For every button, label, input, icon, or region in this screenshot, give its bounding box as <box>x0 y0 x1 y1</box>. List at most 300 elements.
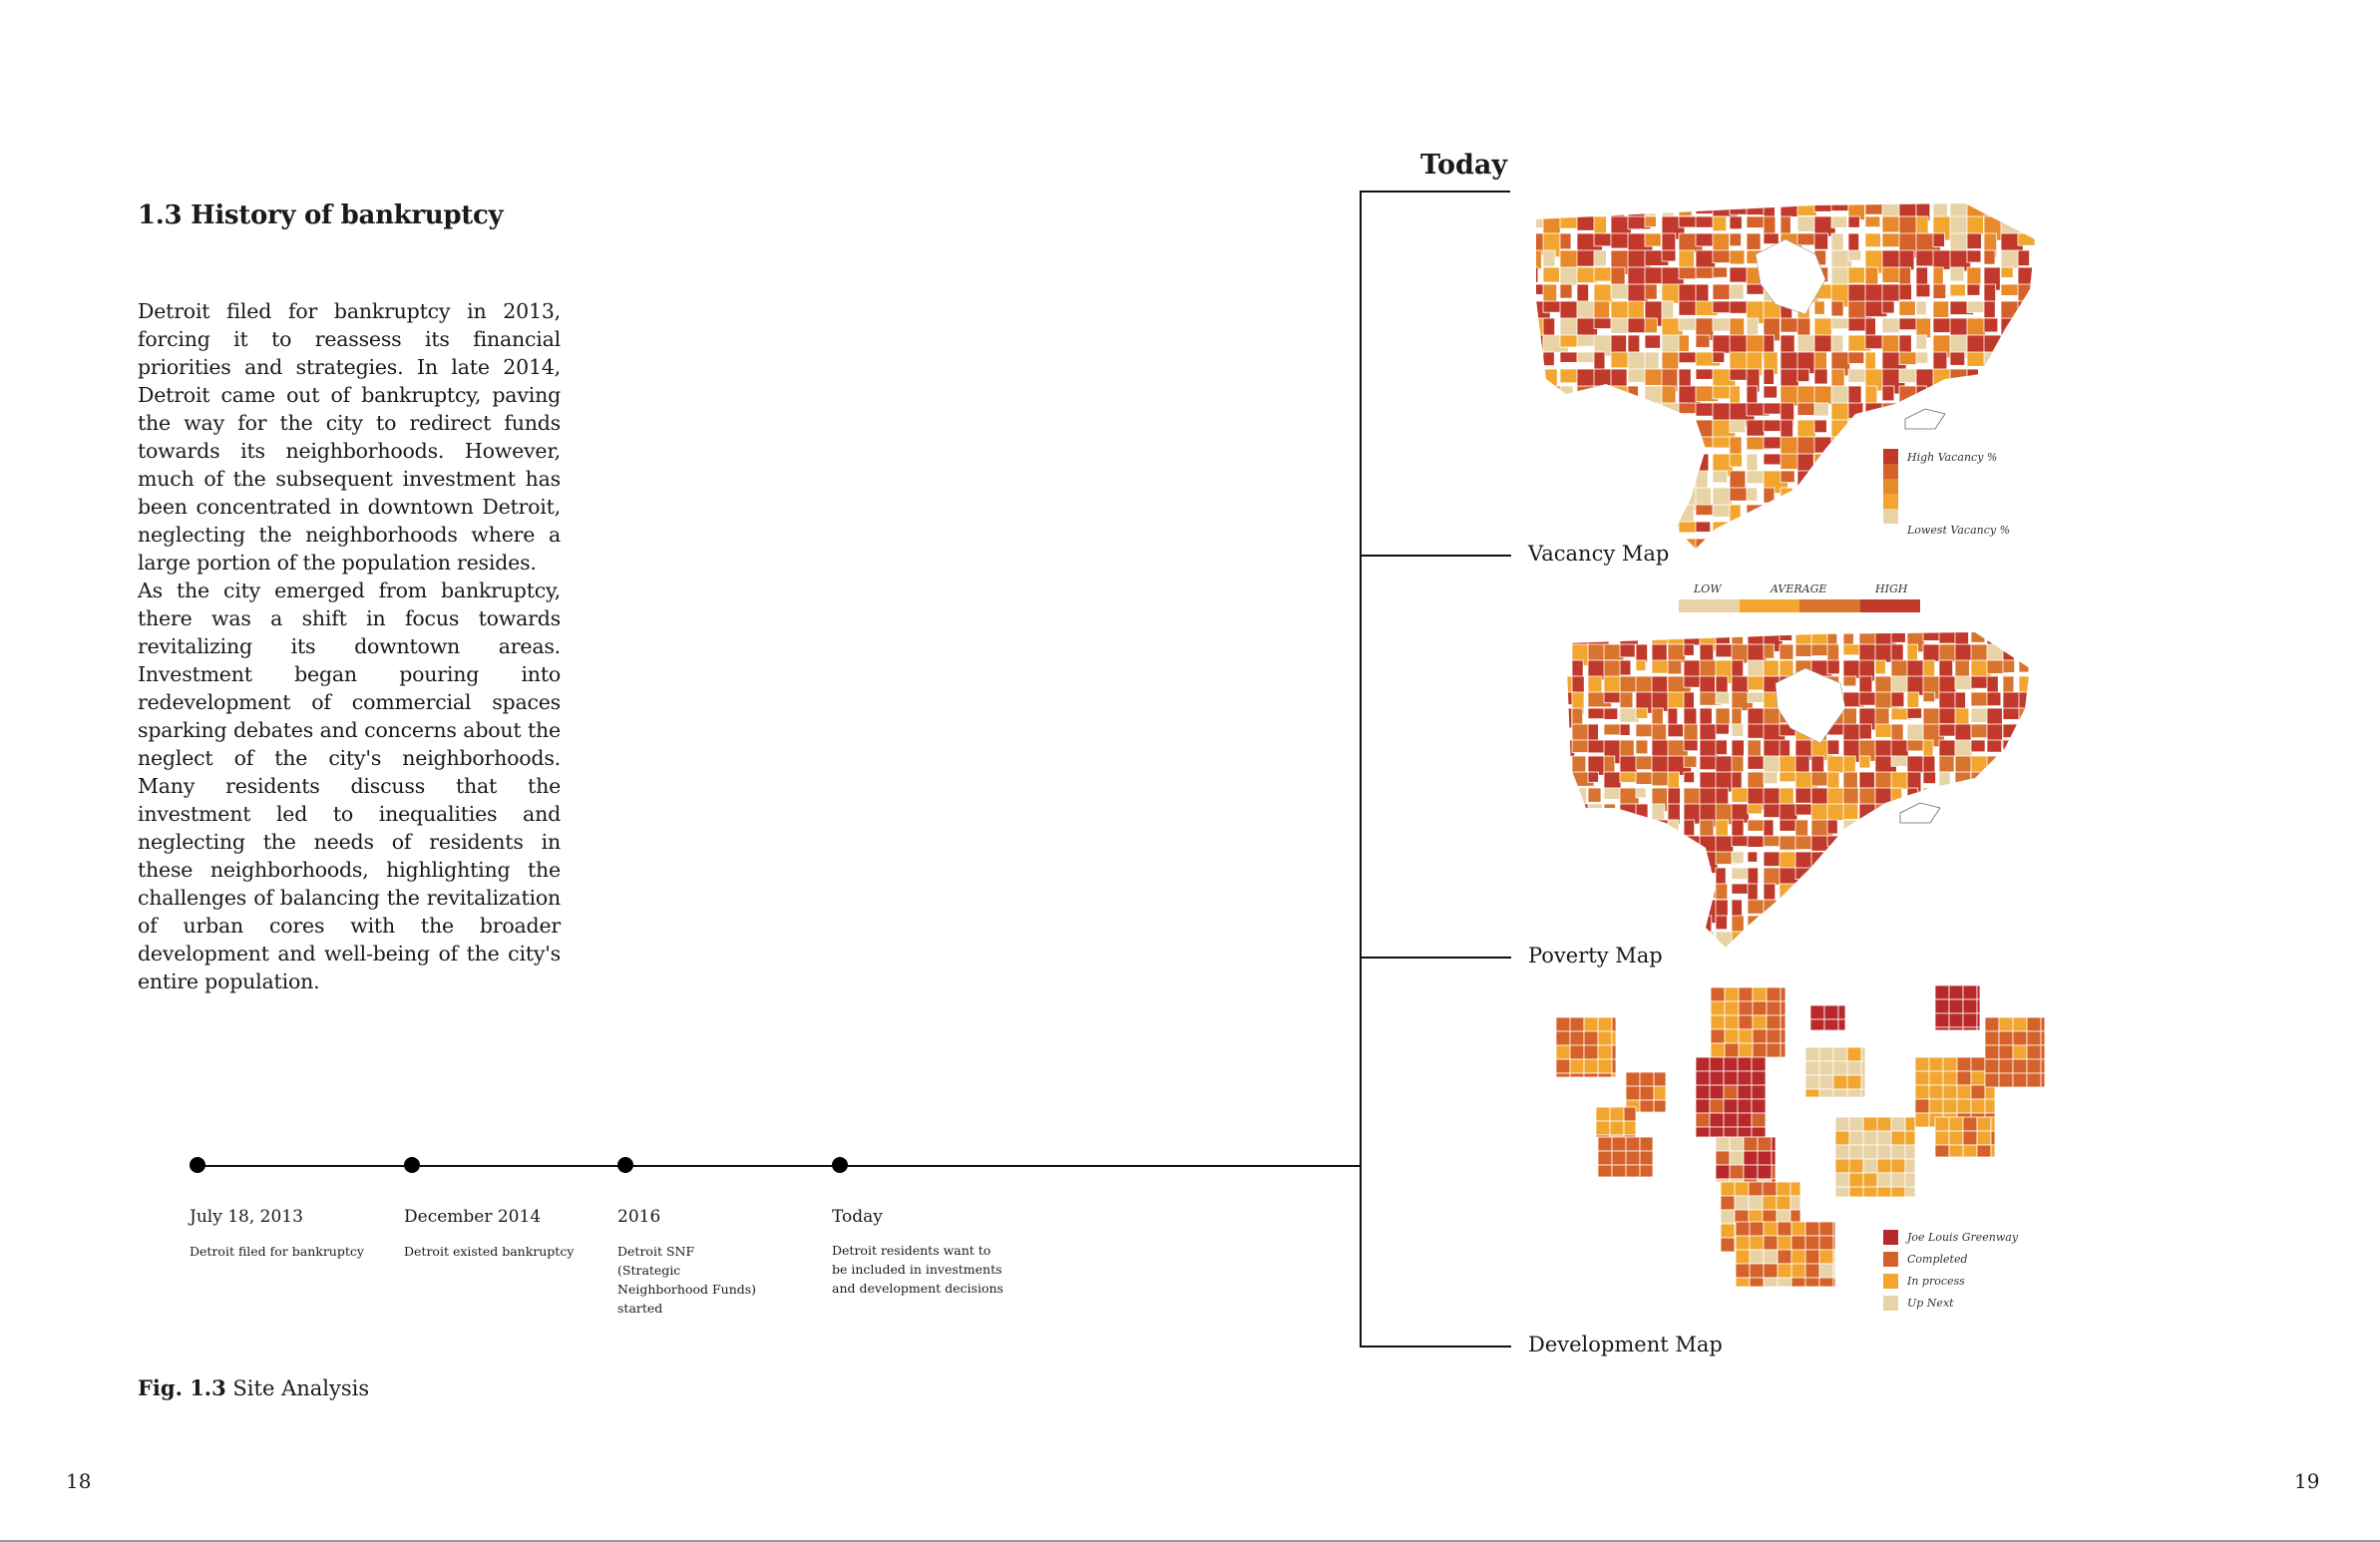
map-tract <box>1543 403 1563 422</box>
map-tract <box>1645 284 1657 299</box>
map-tract <box>1556 644 1566 656</box>
map-tract <box>1572 852 1588 871</box>
map-tract <box>1891 916 1913 939</box>
map-tract <box>1645 522 1655 541</box>
map-tract <box>1877 1131 1891 1145</box>
map-tract <box>1767 1001 1781 1015</box>
map-tract <box>1636 644 1648 662</box>
poverty-scale-above-swatch <box>1799 599 1860 612</box>
map-tract <box>2035 199 2045 215</box>
map-tract <box>1967 216 1984 234</box>
map-tract <box>1556 900 1575 914</box>
map-tract <box>1843 900 1859 913</box>
map-tract <box>1767 1043 1781 1057</box>
map-tract <box>2018 488 2031 499</box>
map-tract <box>1923 932 1934 944</box>
map-tract <box>1795 932 1809 948</box>
map-tract <box>1560 267 1577 285</box>
map-tract <box>1939 804 1953 824</box>
map-tract <box>1626 1086 1640 1100</box>
map-tract <box>1543 454 1568 479</box>
map-tract <box>1724 1085 1738 1099</box>
map-tract <box>1987 884 2011 899</box>
map-tract <box>2035 454 2045 473</box>
map-tract <box>1977 985 1980 999</box>
map-tract <box>1939 628 1957 643</box>
map-tract <box>1790 1196 1800 1210</box>
map-tract <box>1594 420 1608 434</box>
map-tract <box>1882 301 1894 313</box>
map-tract <box>2019 932 2035 948</box>
map-tract <box>1628 522 1650 537</box>
map-tract <box>1732 868 1750 880</box>
map-tract <box>1780 628 1792 640</box>
map-tract <box>1645 403 1659 428</box>
map-tract <box>1923 916 1945 930</box>
map-tract <box>1865 352 1875 371</box>
map-tract <box>1778 1222 1791 1236</box>
map-tract <box>2027 1059 2041 1073</box>
map-tract <box>1899 267 1911 284</box>
map-tract <box>2035 420 2045 432</box>
map-tract <box>1838 1005 1845 1019</box>
map-tract <box>1882 539 1893 549</box>
map-tract <box>1780 788 1793 804</box>
map-tract <box>1907 852 1922 863</box>
map-tract <box>1628 539 1640 549</box>
map-tract <box>1891 628 1905 642</box>
map-tract <box>1700 868 1711 887</box>
map-tract <box>2001 454 2020 470</box>
map-tract <box>1882 318 1899 333</box>
map-tract <box>1716 724 1729 734</box>
map-tract <box>1577 539 1599 549</box>
map-tract <box>1764 660 1779 678</box>
map-tract <box>1684 692 1694 708</box>
map-tract <box>1795 900 1815 919</box>
map-tract <box>1971 740 1985 752</box>
map-tract <box>1875 932 1888 948</box>
map-tract <box>1943 1057 1957 1071</box>
map-tract <box>1984 199 1995 214</box>
map-tract <box>1640 1086 1654 1100</box>
map-tract <box>1805 1089 1819 1097</box>
map-tract <box>2018 505 2029 526</box>
map-tract <box>1933 471 1948 482</box>
map-tract <box>2001 352 2013 370</box>
map-tract <box>1750 1278 1764 1287</box>
map-tract <box>1612 1017 1616 1031</box>
map-tract <box>1831 471 1847 496</box>
map-tract <box>1577 420 1593 438</box>
map-tract <box>1849 1117 1863 1131</box>
map-tract <box>1907 884 1917 903</box>
map-tract <box>1915 1085 1929 1099</box>
map-tract <box>1955 916 1976 934</box>
dev-legend-label: Completed <box>1907 1252 1968 1266</box>
map-tract <box>1814 403 1828 416</box>
map-tract <box>1711 1015 1725 1029</box>
map-tract <box>1594 539 1611 549</box>
map-tract <box>1905 1117 1915 1131</box>
map-tract <box>1611 335 1627 353</box>
map-tract <box>1833 1250 1835 1264</box>
map-tract <box>1939 884 1961 896</box>
map-tract <box>1628 454 1652 473</box>
map-tract <box>1843 628 1853 645</box>
map-tract <box>1668 692 1685 708</box>
map-tract <box>2018 301 2042 314</box>
map-tract <box>1711 987 1725 1001</box>
map-tract <box>1716 836 1734 852</box>
map-tract <box>1543 488 1563 500</box>
map-tract <box>1949 999 1963 1013</box>
map-tract <box>1805 1075 1819 1089</box>
map-tract <box>1543 267 1560 282</box>
poverty-scale-low-swatch <box>1679 599 1740 612</box>
map-tract <box>1526 539 1547 549</box>
map-tract <box>1780 932 1797 948</box>
map-tract <box>1640 1151 1653 1165</box>
map-tract <box>2018 420 2036 434</box>
map-tract <box>1604 916 1623 928</box>
map-tract <box>1753 1043 1767 1057</box>
map-tract <box>1620 932 1632 943</box>
map-tract <box>1732 724 1744 736</box>
event-date: 2016 <box>617 1207 661 1227</box>
map-tract <box>1877 1117 1891 1131</box>
map-tract <box>1999 1031 2013 1045</box>
map-tract <box>1949 1013 1963 1027</box>
map-tract <box>1827 836 1839 846</box>
map-tract <box>1763 1196 1777 1210</box>
map-tract <box>2019 852 2029 870</box>
map-tract <box>1891 900 1907 913</box>
map-tract <box>1933 318 1951 332</box>
vacancy-map-label: Vacancy Map <box>1528 542 1670 566</box>
dev-legend-swatch <box>1883 1296 1898 1311</box>
map-tract <box>1859 900 1883 918</box>
map-tract <box>1747 454 1758 471</box>
map-tract <box>1835 1159 1849 1173</box>
map-tract <box>1696 1099 1710 1113</box>
map-tract <box>1827 916 1845 933</box>
map-tract <box>2003 788 2018 798</box>
map-tract <box>1611 539 1633 549</box>
map-tract <box>1744 1179 1758 1182</box>
map-tract <box>1736 1236 1750 1250</box>
map-tract <box>2035 267 2045 280</box>
map-tract <box>1861 1047 1865 1061</box>
map-tract <box>1696 335 1710 347</box>
map-tract <box>1598 1151 1612 1165</box>
map-tract <box>1865 522 1878 533</box>
map-tract <box>2001 471 2011 486</box>
map-tract <box>1636 788 1646 798</box>
map-tract <box>1987 932 1997 945</box>
map-tract <box>1684 932 1706 942</box>
map-tract <box>1700 724 1716 740</box>
map-tract <box>1764 916 1777 934</box>
map-tract <box>1891 820 1901 836</box>
map-tract <box>1863 1131 1877 1145</box>
map-tract <box>1907 916 1921 938</box>
page-number-right: 19 <box>2294 1469 2320 1493</box>
map-tract <box>1971 884 1985 897</box>
map-tract <box>2003 804 2022 824</box>
map-tract <box>1640 1100 1654 1112</box>
map-tract <box>2035 403 2045 419</box>
map-tract <box>1572 932 1582 948</box>
map-tract <box>1612 1073 1616 1077</box>
map-tract <box>1748 932 1764 948</box>
map-tract <box>1764 1222 1778 1236</box>
map-tract <box>1739 987 1753 1001</box>
map-tract <box>1652 772 1669 786</box>
map-tract <box>1628 488 1643 510</box>
map-tract <box>1730 250 1745 264</box>
poverty-scale-high: HIGH <box>1875 582 1908 595</box>
map-tract <box>1713 539 1737 549</box>
map-tract <box>1636 884 1654 897</box>
map-tract <box>1604 836 1620 853</box>
map-tract <box>1824 1005 1838 1019</box>
map-tract <box>1935 999 1949 1013</box>
map-tract <box>1882 522 1897 546</box>
map-tract <box>1636 852 1646 869</box>
map-tract <box>1645 352 1659 371</box>
map-tract <box>1749 1182 1763 1196</box>
map-tract <box>1833 1061 1847 1075</box>
map-tract <box>1764 1264 1778 1278</box>
map-tract <box>1610 1121 1624 1135</box>
map-tract <box>1781 1001 1785 1015</box>
map-tract <box>1875 804 1893 826</box>
map-tract <box>1933 386 1955 405</box>
map-tract <box>2035 335 2045 355</box>
map-tract <box>1875 852 1893 865</box>
map-tract <box>2003 628 2027 640</box>
map-tract <box>1781 987 1785 1001</box>
map-tract <box>1764 836 1780 847</box>
map-tract <box>1939 756 1954 772</box>
map-tract <box>1984 369 1995 393</box>
map-tract <box>1971 772 1989 791</box>
map-tract <box>1526 199 1544 218</box>
map-tract <box>1713 505 1731 517</box>
map-tract <box>1819 1264 1833 1278</box>
map-tract <box>1620 868 1638 888</box>
map-tract <box>1939 820 1960 844</box>
map-tract <box>1859 932 1869 948</box>
map-tract <box>1611 437 1623 457</box>
map-tract <box>1950 284 1965 296</box>
map-tract <box>1556 1073 1570 1077</box>
map-tract <box>1865 437 1883 449</box>
map-tract <box>1620 836 1633 853</box>
map-tract <box>1735 1196 1749 1210</box>
map-tract <box>1891 740 1908 757</box>
map-tract <box>1891 1187 1905 1197</box>
map-tract <box>1556 932 1577 943</box>
bracket-tick-vacancy <box>1360 555 1511 557</box>
vacancy-legend-swatch <box>1883 479 1898 494</box>
map-tract <box>2019 836 2035 857</box>
map-tract <box>2001 403 2024 426</box>
map-tract <box>1933 301 1949 317</box>
map-tract <box>1758 1151 1772 1165</box>
map-tract <box>1764 1278 1778 1287</box>
map-tract <box>1875 868 1886 890</box>
map-tract <box>1730 539 1748 549</box>
map-tract <box>1781 1043 1785 1057</box>
map-tract <box>1984 284 1996 303</box>
map-tract <box>1645 216 1656 227</box>
map-tract <box>1939 836 1951 848</box>
map-tract <box>1891 1159 1905 1173</box>
map-tract <box>1713 352 1725 362</box>
map-tract <box>1556 660 1566 683</box>
map-tract <box>1604 932 1617 942</box>
map-tract <box>2018 437 2036 459</box>
map-tract <box>1987 788 2006 802</box>
map-tract <box>2041 1059 2045 1073</box>
map-tract <box>1604 804 1616 823</box>
map-tract <box>1987 852 2004 867</box>
map-tract <box>1612 1045 1616 1059</box>
map-tract <box>1797 488 1818 508</box>
map-tract <box>1560 454 1573 471</box>
map-tract <box>1780 916 1789 927</box>
map-tract <box>1863 1145 1877 1159</box>
map-tract <box>2003 836 2027 860</box>
map-tract <box>1971 724 1989 738</box>
map-tract <box>1696 1127 1710 1137</box>
map-tract <box>1905 1187 1915 1197</box>
map-tract <box>1543 539 1566 549</box>
map-tract <box>1588 788 1601 802</box>
map-tract <box>1891 1117 1905 1131</box>
map-tract <box>1594 250 1606 266</box>
map-tract <box>1899 199 1916 216</box>
map-tract <box>1710 1099 1724 1113</box>
vacancy-legend-swatch <box>1883 494 1898 509</box>
map-tract <box>1865 216 1880 227</box>
map-tract <box>1863 1187 1877 1197</box>
map-tract <box>1752 1071 1766 1085</box>
map-tract <box>1781 471 1794 483</box>
map-tract <box>2035 250 2045 262</box>
map-tract <box>1684 916 1706 938</box>
map-tract <box>1560 488 1573 499</box>
map-tract <box>1732 756 1744 772</box>
map-tract <box>1696 437 1715 448</box>
map-tract <box>1764 1250 1778 1264</box>
map-tract <box>1611 488 1635 499</box>
map-tract <box>1736 1250 1750 1264</box>
map-tract <box>2019 804 2031 826</box>
map-tract <box>1620 756 1637 773</box>
map-tract <box>1594 505 1612 524</box>
map-tract <box>1556 804 1566 814</box>
map-tract <box>1747 233 1761 249</box>
map-tract <box>1730 199 1749 214</box>
map-tract <box>2019 644 2035 659</box>
map-tract <box>1747 505 1769 522</box>
map-tract <box>1848 233 1859 251</box>
map-tract <box>1899 505 1910 526</box>
map-tract <box>1985 1045 1999 1059</box>
map-tract <box>1764 772 1778 784</box>
map-tract <box>1748 772 1764 790</box>
map-tract <box>1859 820 1881 840</box>
event-desc: Detroit filed for bankruptcy <box>190 1244 364 1259</box>
map-tract <box>2019 820 2035 842</box>
map-tract <box>1859 772 1874 788</box>
map-tract <box>1882 233 1900 247</box>
map-tract <box>1588 932 1598 944</box>
map-tract <box>1899 471 1911 495</box>
map-tract <box>2041 1031 2045 1045</box>
map-tract <box>1891 1145 1905 1159</box>
map-tract <box>1711 1043 1725 1057</box>
map-tract <box>1811 884 1822 895</box>
map-tract <box>2003 820 2025 835</box>
map-tract <box>2027 1031 2041 1045</box>
map-tract <box>1939 916 1961 937</box>
map-tract <box>1696 1057 1710 1071</box>
map-tract <box>1604 820 1618 832</box>
map-tract <box>1668 820 1679 838</box>
map-tract <box>1877 1145 1891 1159</box>
map-tract <box>1831 420 1848 444</box>
map-tract <box>1987 740 2002 752</box>
map-tract <box>1967 420 1986 442</box>
map-tract <box>1747 522 1769 546</box>
map-tract <box>2018 454 2040 472</box>
map-tract <box>1819 1278 1833 1287</box>
map-tract <box>2013 1017 2027 1031</box>
map-tract <box>1923 884 1935 900</box>
map-tract <box>2035 284 2045 304</box>
map-tract <box>1612 1059 1616 1073</box>
map-tract <box>1604 628 1623 638</box>
vacancy-legend-low: Lowest Vacancy % <box>1907 524 2011 537</box>
map-tract <box>1594 522 1615 538</box>
map-tract <box>1736 1222 1750 1236</box>
map-tract <box>1882 284 1899 301</box>
map-tract <box>1668 836 1691 851</box>
map-tract <box>2019 868 2031 882</box>
map-tract <box>1916 471 1938 486</box>
map-tract <box>1861 1089 1865 1097</box>
map-tract <box>1556 836 1569 857</box>
map-tract <box>1778 1264 1791 1278</box>
map-tract <box>1764 644 1775 658</box>
map-tract <box>1833 1236 1835 1250</box>
map-tract <box>1636 900 1648 916</box>
map-tract <box>1628 505 1651 521</box>
map-tract <box>1811 852 1830 872</box>
map-tract <box>2003 756 2021 770</box>
map-tract <box>1971 836 1982 854</box>
map-tract <box>1797 318 1810 336</box>
map-tract <box>1899 352 1916 365</box>
map-tract <box>1827 820 1837 834</box>
map-tract <box>1916 352 1928 363</box>
map-tract <box>1859 868 1877 882</box>
map-tract <box>2035 369 2045 382</box>
